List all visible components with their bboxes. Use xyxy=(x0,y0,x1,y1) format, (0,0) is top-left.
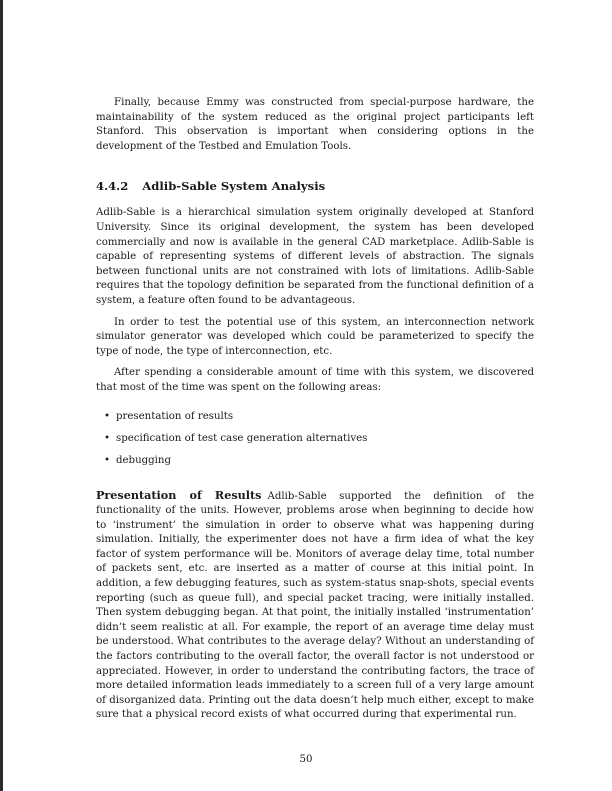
page-body xyxy=(96,96,534,723)
page-number: 50 xyxy=(299,754,313,765)
presentation-text: Adlib-Sable supported the definition of the functionality of the units. However, problems arose when beginning to decide how to ‘instrument’ the simulation in order to observe what was happening during simulation. Initially, the experimenter does not have a firm idea of what the key factor of system performance will be. Monitors of average delay time, total number of packets sent, etc. are inserted as a matter of course at this initial point. In addition, a few debugging features, such as system-status snap-shots, special events reporting (such as queue full), and special packet tracing, were initially installed. Then system debugging began. At that point, the initially installed ‘instrumentation’ didn’t seem realistic at all. For example, the report of an average time delay must be understood. What contributes to the average delay? Without an understanding of the factors contributing to the overall factor, the overall factor is not understood or appreciated. However, in order to understand the contributing factors, the trace of more detailed information leads immediately to a screen full of a very large amount of disorganized data. Printing out the data doesn’t help much either, except to make sure that a physical record exists of what occurred during that experimental run. xyxy=(96,490,534,721)
list-item: • presentation of results xyxy=(104,410,234,422)
bullet-icon: • xyxy=(104,432,111,444)
section-heading xyxy=(96,179,534,193)
bullet-list xyxy=(96,410,534,468)
bullet-icon: • xyxy=(104,454,111,466)
section-paragraph-3: After spending a considerable amount of time with this system, we discovered that most of the time was spent on the following areas: xyxy=(96,367,534,393)
section-number: 4.4.2 xyxy=(96,179,129,194)
scan-edge-mark xyxy=(0,0,3,791)
list-item: • debugging xyxy=(104,454,172,466)
presentation-heading: Presentation of Results xyxy=(96,487,262,502)
presentation-paragraph xyxy=(96,488,534,724)
section-paragraph-2: In order to test the potential use of this system, an interconnection network simulator generator was developed which could be parameterized to specify the type of node, the type of interconnection, etc. xyxy=(96,316,534,357)
list-item: • specification of test case generation alternatives xyxy=(104,432,368,444)
bullet-icon: • xyxy=(104,410,111,422)
section-paragraph-1: Adlib-Sable is a hierarchical simulation system originally developed at Stanford University. Since its original development, the system has been developed commercially and now is available in the general CAD marketplace. Adlib-Sable is capable of representing systems of different levels of abstraction. The signals between functional units are not constrained with lots of limitations. Adlib-Sable requires that the topology definition be separated from the functional definition of a system, a feature often found to be advantageous. xyxy=(96,207,534,306)
intro-paragraph: Finally, because Emmy was constructed from special-purpose hardware, the maintainability of the system reduced as the original project participants left Stanford. This observation is important when considering options in the development of the Testbed and Emulation Tools. xyxy=(96,97,534,152)
section-title: Adlib-Sable System Analysis xyxy=(142,179,326,194)
